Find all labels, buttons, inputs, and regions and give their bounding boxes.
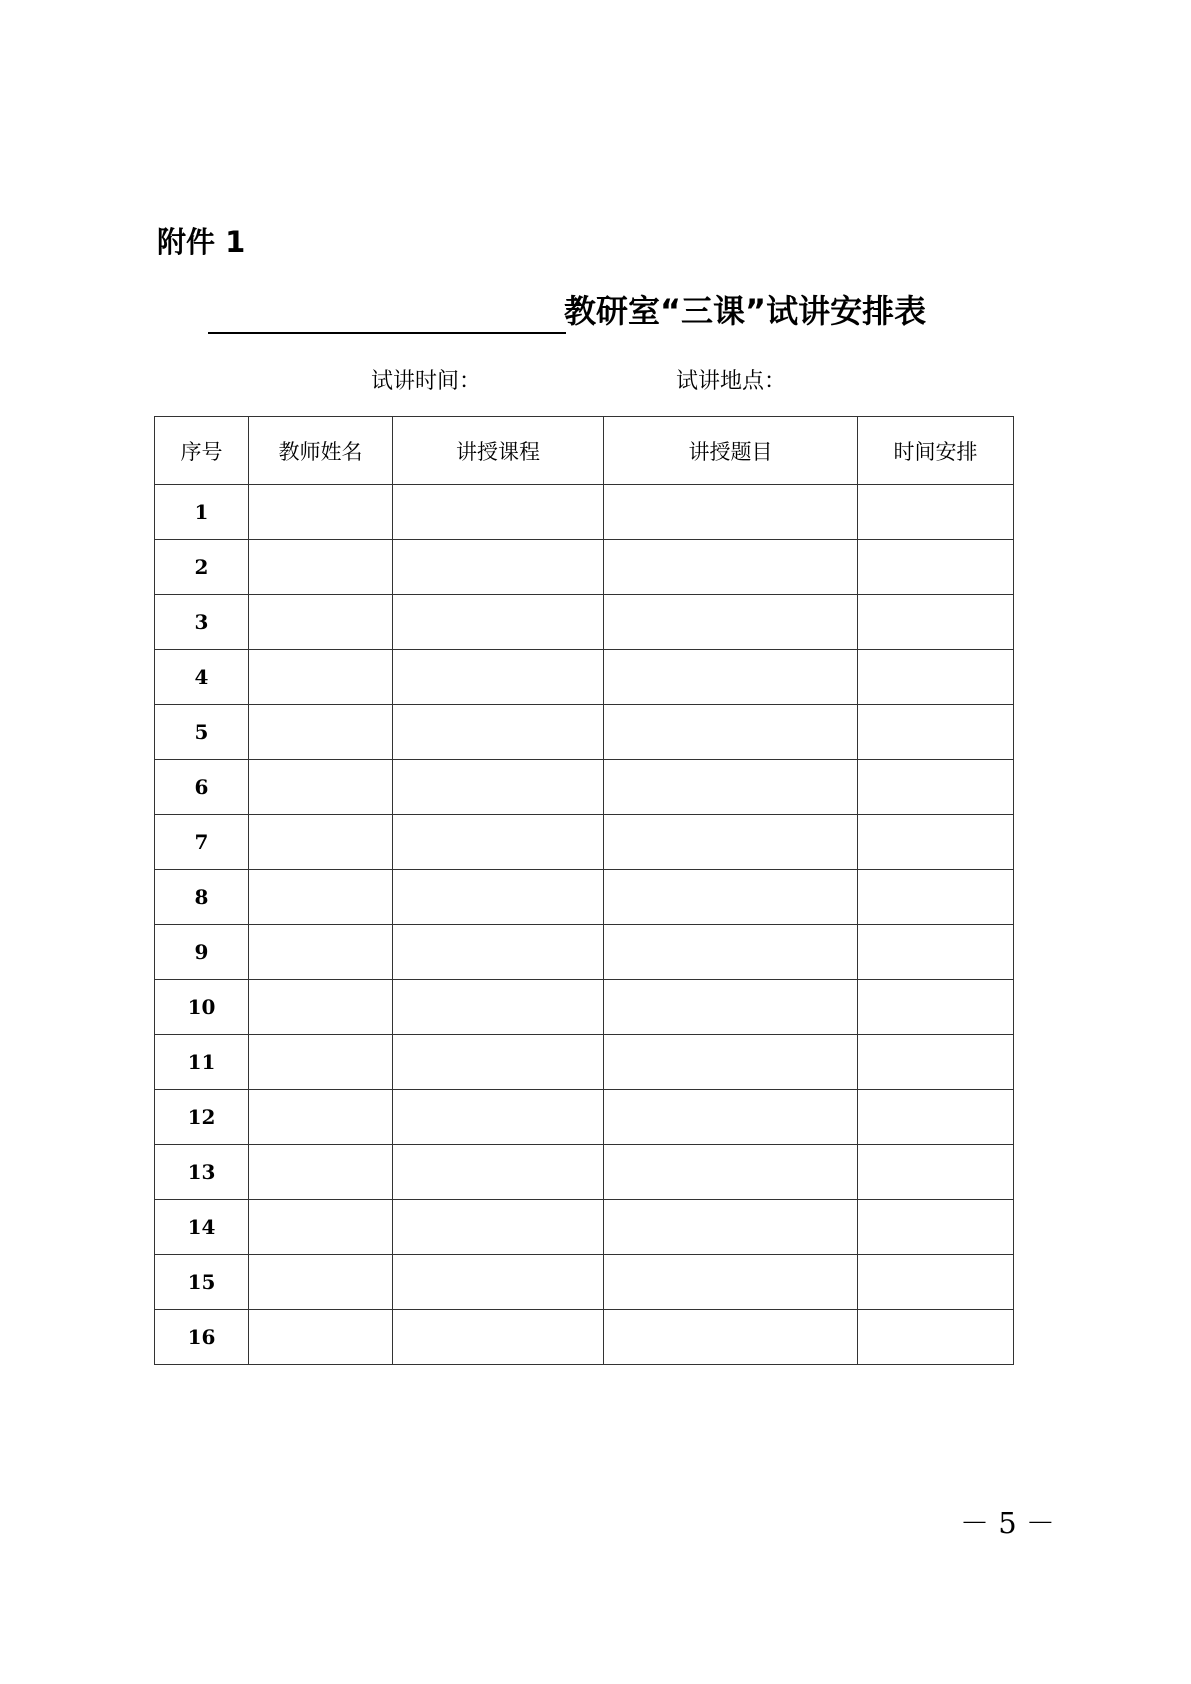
teacher-name-cell [249,1255,393,1310]
time-schedule-cell [858,595,1014,650]
teacher-name-cell [249,595,393,650]
topic-cell [604,1145,858,1200]
course-cell [393,1145,604,1200]
topic-cell [604,815,858,870]
course-cell [393,1035,604,1090]
header-teacher-name: 教师姓名 [249,417,393,485]
table-row [155,925,1014,980]
table-row [155,650,1014,705]
row-seq-cell: 11 [155,1035,249,1090]
table-row [155,1310,1014,1365]
row-seq-cell: 7 [155,815,249,870]
department-blank-line [208,332,566,334]
course-cell [393,1090,604,1145]
schedule-table [154,416,1014,1365]
time-schedule-cell [858,650,1014,705]
row-seq-cell: 8 [155,870,249,925]
time-schedule-cell [858,485,1014,540]
time-schedule-cell [858,870,1014,925]
time-schedule-cell [858,1200,1014,1255]
lecture-place-label: 试讲地点： [676,369,787,394]
course-cell [393,980,604,1035]
teacher-name-cell [249,1200,393,1255]
course-cell [393,1310,604,1365]
row-seq-cell: 14 [155,1200,249,1255]
table-row [155,870,1014,925]
table-row [155,980,1014,1035]
teacher-name-cell [249,980,393,1035]
schedule-table-body [155,485,1014,1365]
time-schedule-cell [858,705,1014,760]
row-seq-cell: 4 [155,650,249,705]
course-cell [393,705,604,760]
teacher-name-cell [249,1145,393,1200]
time-schedule-cell [858,540,1014,595]
table-row [155,1255,1014,1310]
page-title: 教研室“三课”试讲安排表 [564,292,927,330]
time-schedule-cell [858,980,1014,1035]
topic-cell [604,485,858,540]
header-time-schedule: 时间安排 [858,417,1014,485]
time-schedule-cell [858,1310,1014,1365]
course-cell [393,540,604,595]
time-schedule-cell [858,1090,1014,1145]
table-row [155,595,1014,650]
topic-cell [604,870,858,925]
attachment-label: 附件 1 [157,225,246,259]
row-seq-cell: 1 [155,485,249,540]
topic-cell [604,540,858,595]
time-schedule-cell [858,925,1014,980]
row-seq-cell: 2 [155,540,249,595]
time-schedule-cell [858,1035,1014,1090]
teacher-name-cell [249,1035,393,1090]
header-seq: 序号 [155,417,249,485]
course-cell [393,870,604,925]
course-cell [393,1255,604,1310]
row-seq-cell: 6 [155,760,249,815]
teacher-name-cell [249,925,393,980]
table-row [155,485,1014,540]
teacher-name-cell [249,760,393,815]
row-seq-cell: 15 [155,1255,249,1310]
page-number: － 5 － [960,1506,1055,1540]
row-seq-cell: 9 [155,925,249,980]
time-schedule-cell [858,1145,1014,1200]
row-seq-cell: 13 [155,1145,249,1200]
course-cell [393,1200,604,1255]
teacher-name-cell [249,540,393,595]
time-schedule-cell [858,815,1014,870]
teacher-name-cell [249,1090,393,1145]
table-row [155,760,1014,815]
topic-cell [604,1255,858,1310]
teacher-name-cell [249,705,393,760]
header-course: 讲授课程 [393,417,604,485]
course-cell [393,595,604,650]
table-row [155,705,1014,760]
teacher-name-cell [249,815,393,870]
row-seq-cell: 16 [155,1310,249,1365]
topic-cell [604,980,858,1035]
course-cell [393,650,604,705]
row-seq-cell: 3 [155,595,249,650]
time-schedule-cell [858,1255,1014,1310]
course-cell [393,760,604,815]
topic-cell [604,1035,858,1090]
teacher-name-cell [249,650,393,705]
row-seq-cell: 12 [155,1090,249,1145]
table-row [155,1200,1014,1255]
table-row [155,1090,1014,1145]
topic-cell [604,925,858,980]
table-row [155,540,1014,595]
table-header-row [155,417,1014,485]
teacher-name-cell [249,870,393,925]
topic-cell [604,1200,858,1255]
course-cell [393,485,604,540]
teacher-name-cell [249,1310,393,1365]
topic-cell [604,1310,858,1365]
time-schedule-cell [858,760,1014,815]
topic-cell [604,760,858,815]
table-row [155,815,1014,870]
table-row [155,1035,1014,1090]
course-cell [393,815,604,870]
lecture-time-label: 试讲时间： [371,369,482,394]
course-cell [393,925,604,980]
row-seq-cell: 10 [155,980,249,1035]
topic-cell [604,705,858,760]
table-row [155,1145,1014,1200]
topic-cell [604,595,858,650]
topic-cell [604,1090,858,1145]
topic-cell [604,650,858,705]
row-seq-cell: 5 [155,705,249,760]
header-topic: 讲授题目 [604,417,858,485]
teacher-name-cell [249,485,393,540]
